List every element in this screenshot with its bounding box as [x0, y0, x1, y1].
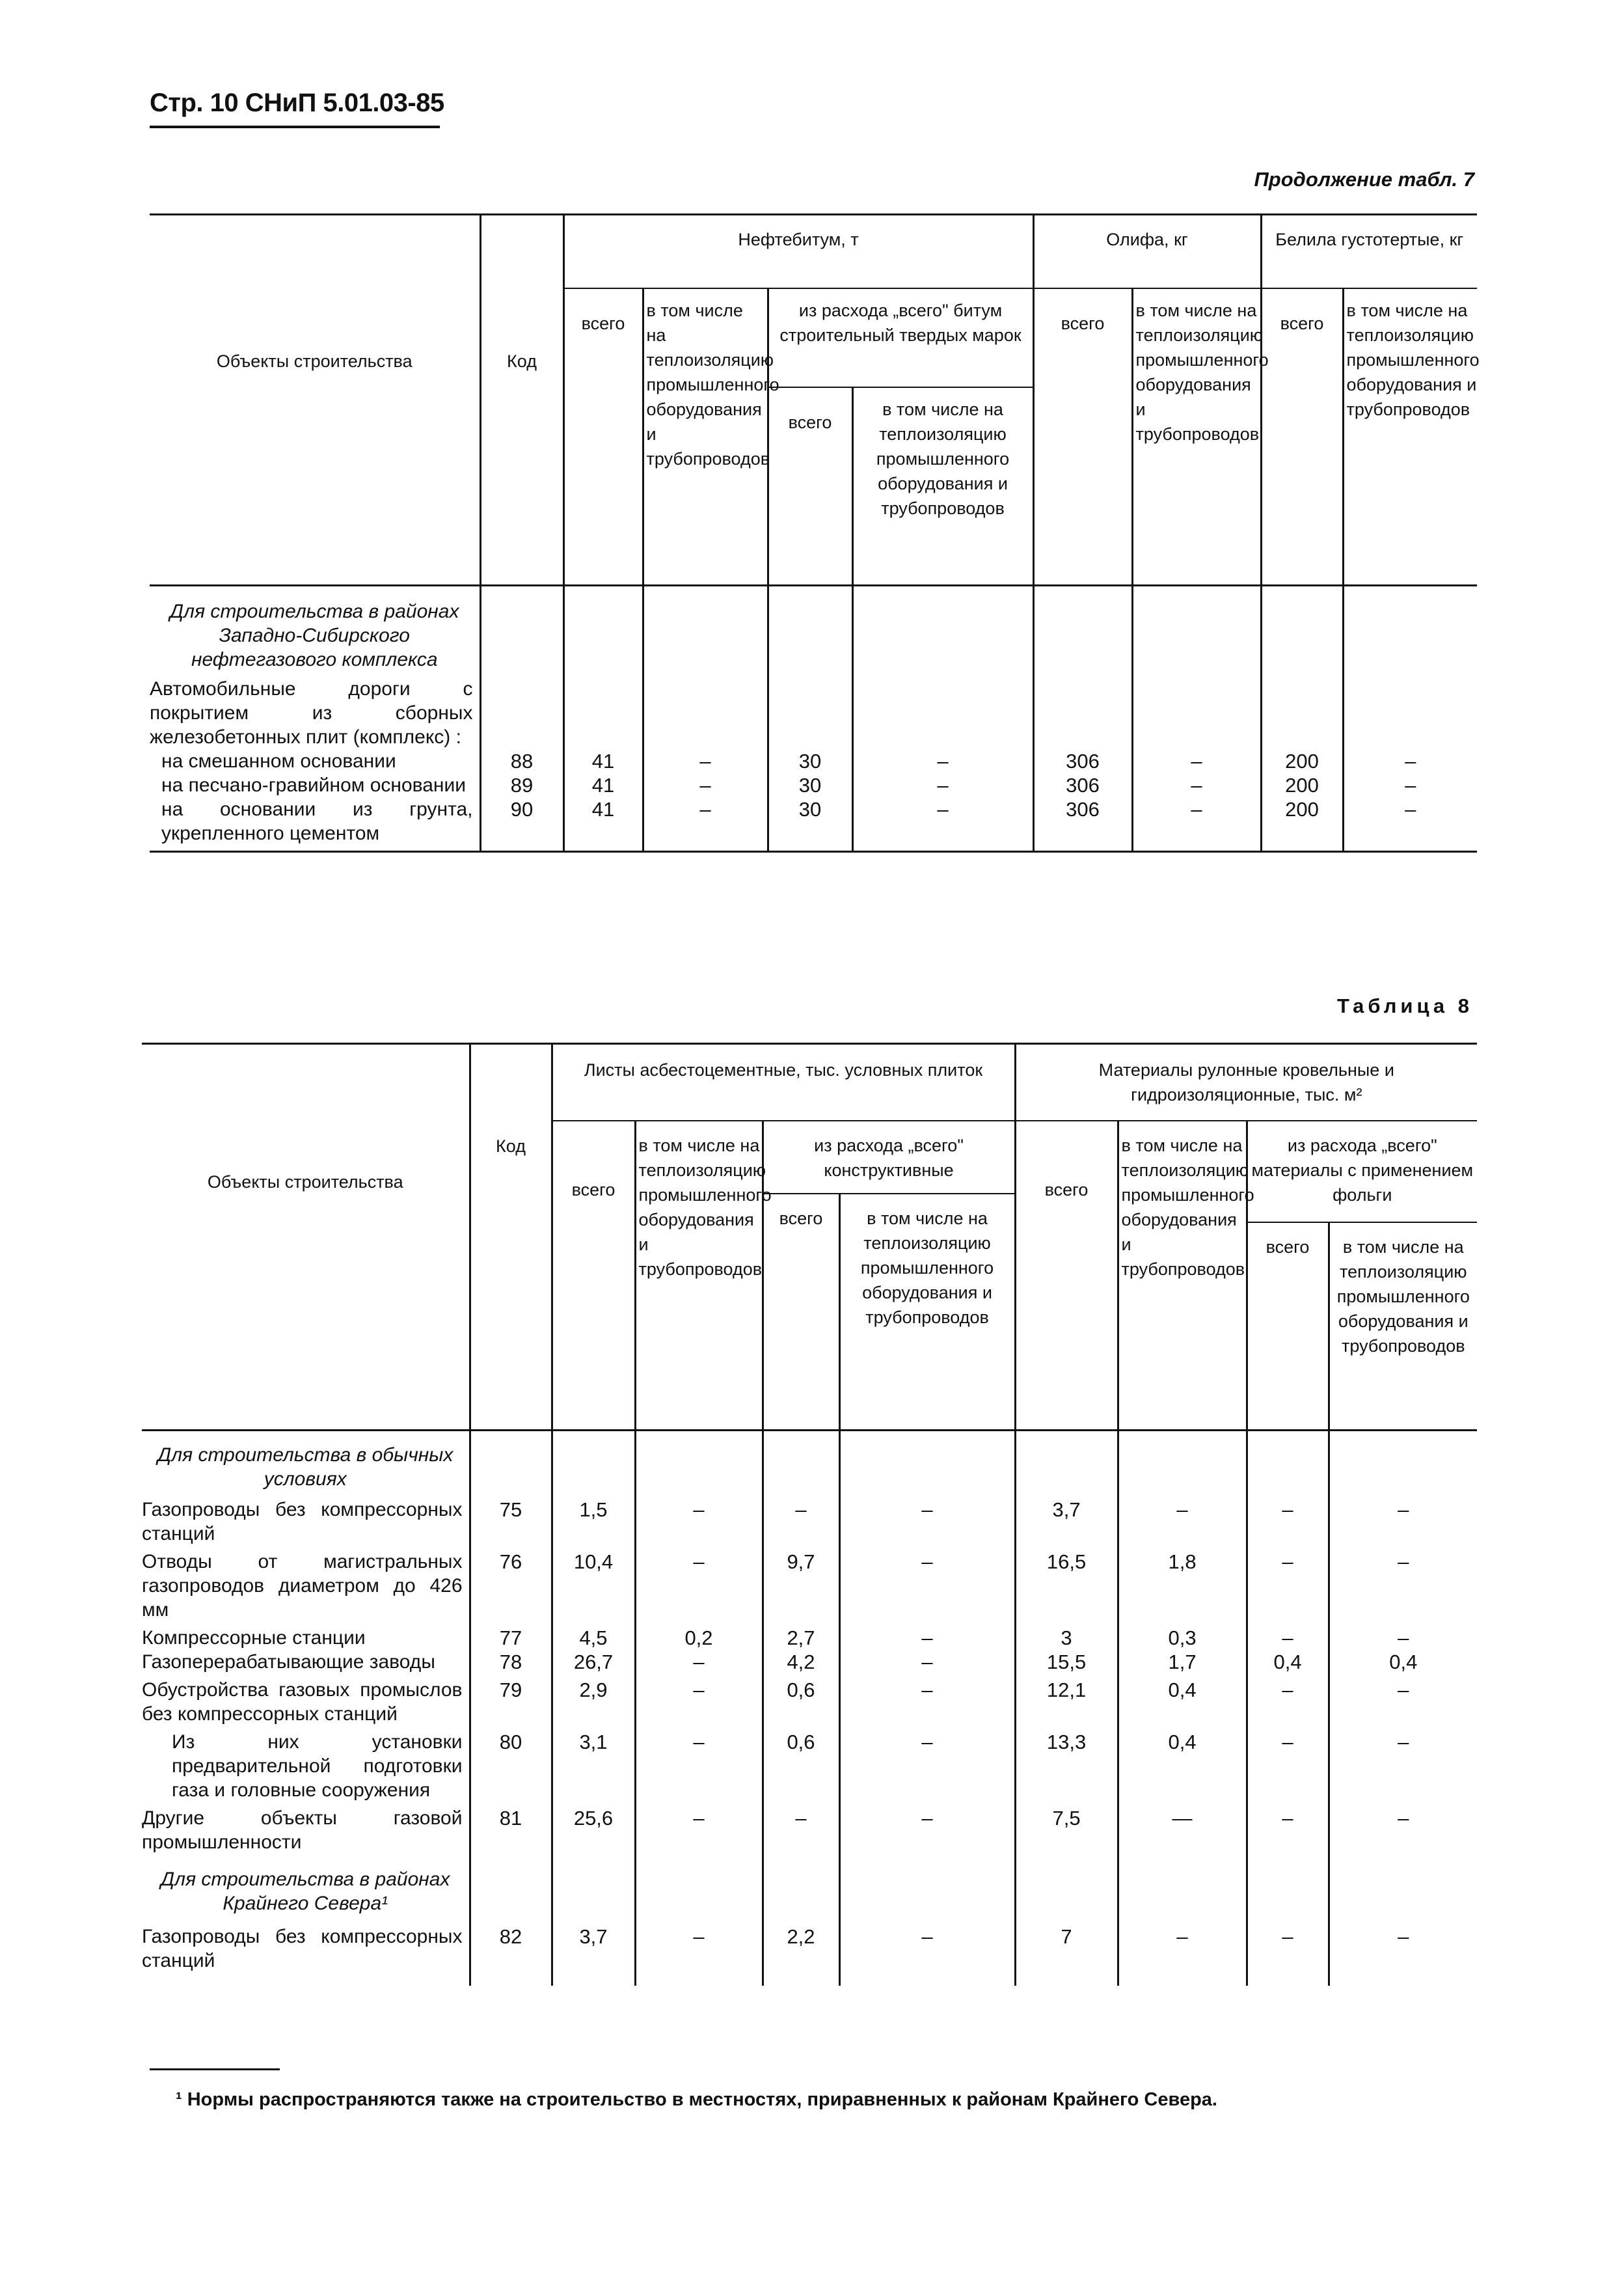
cell: – [763, 1498, 839, 1550]
running-head: Стр. 10 СНиП 5.01.03-85 [150, 89, 444, 117]
cell: 4,5 [552, 1626, 635, 1650]
header-total: всего [763, 1194, 839, 1431]
cell: – [635, 1550, 763, 1626]
header-group-roll-materials: Материалы рулонные кровельные и гидроизоляционные, тыс. м² [1015, 1044, 1477, 1121]
running-head-underline [150, 126, 440, 128]
cell: – [643, 797, 768, 852]
cell: 3,1 [552, 1730, 635, 1806]
table-row [142, 1678, 1477, 1730]
row-code: 82 [470, 1925, 552, 1986]
cell: 4,2 [763, 1650, 839, 1678]
cell: 41 [563, 797, 643, 852]
cell: 7 [1015, 1925, 1118, 1986]
header-total: всего [1015, 1121, 1118, 1431]
cell: – [763, 1806, 839, 1858]
cell: 306 [1033, 749, 1132, 773]
cell: – [839, 1550, 1015, 1626]
table-row [150, 749, 1477, 773]
cell: – [1329, 1925, 1477, 1986]
table-row [150, 773, 1477, 797]
table-row [142, 1550, 1477, 1626]
cell: 2,9 [552, 1678, 635, 1730]
cell: – [839, 1678, 1015, 1730]
row-code: 90 [480, 797, 563, 852]
cell: 16,5 [1015, 1550, 1118, 1626]
header-group-olifa: Олифа, кг [1033, 215, 1261, 288]
cell: – [635, 1498, 763, 1550]
row-code: 88 [480, 749, 563, 773]
cell: – [1247, 1498, 1329, 1550]
cell: 2,7 [763, 1626, 839, 1650]
row-name: Другие объекты газовой промышленности [142, 1807, 463, 1853]
table-7 [150, 213, 1480, 853]
cell: – [852, 797, 1033, 852]
row-code: 79 [470, 1678, 552, 1730]
cell: – [643, 749, 768, 773]
cell: — [1118, 1806, 1247, 1858]
row-code: 75 [470, 1498, 552, 1550]
table-row [142, 1925, 1477, 1986]
cell: – [1329, 1678, 1477, 1730]
row-name: на смешанном основании [161, 750, 396, 772]
cell: 30 [768, 773, 852, 797]
cell: 0,3 [1118, 1626, 1247, 1650]
table-row [142, 1730, 1477, 1806]
header-incl-insulation: в том числе на теплоизоляцию промышленного оборудования и трубопроводов [635, 1121, 763, 1431]
header-incl-insulation: в том числе на теплоизоляцию промышленного оборудования и трубопроводов [1329, 1222, 1477, 1431]
cell: – [1329, 1498, 1477, 1550]
header-objects: Объекты строительства [142, 1044, 470, 1431]
cell: – [1329, 1626, 1477, 1650]
row-name: на песчано-гравийном основании [161, 774, 467, 796]
section-heading: Для строительства в районах Западно-Сибирского нефтегазового комплекса [170, 601, 459, 670]
row-code: 89 [480, 773, 563, 797]
row-code: 78 [470, 1650, 552, 1678]
section-heading: Для строительства в районах Крайнего Севера¹ [161, 1869, 450, 1914]
cell: 1,8 [1118, 1550, 1247, 1626]
cell: 12,1 [1015, 1678, 1118, 1730]
cell: – [1118, 1925, 1247, 1986]
cell: 200 [1261, 773, 1343, 797]
cell: – [1247, 1806, 1329, 1858]
cell: 3,7 [1015, 1498, 1118, 1550]
cell: – [635, 1925, 763, 1986]
table-8 [142, 1043, 1477, 1986]
row-name: Отводы от магистральных газопроводов диаметром до 426 мм [142, 1551, 463, 1621]
cell: – [1343, 749, 1477, 773]
table-row [150, 797, 1477, 852]
cell: 0,6 [763, 1678, 839, 1730]
continuation-label: Продолжение табл. 7 [1254, 168, 1474, 191]
cell: 1,7 [1118, 1650, 1247, 1678]
row-name: на основании из грунта, укрепленного цементом [150, 797, 480, 852]
header-incl-insulation: в том числе на теплоизоляцию промышленного оборудования и трубопроводов [1343, 288, 1477, 586]
header-total: всего [768, 387, 852, 586]
cell: – [1343, 773, 1477, 797]
row-name: Газопроводы без компрессорных станций [142, 1926, 463, 1971]
row-name: Из них установки предварительной подготовки газа и головные сооружения [172, 1731, 463, 1801]
row-name: Газопроводы без компрессорных станций [142, 1499, 463, 1544]
cell: 9,7 [763, 1550, 839, 1626]
header-incl-insulation: в том числе на теплоизоляцию промышленного оборудования и трубопроводов [1132, 288, 1261, 586]
cell: 7,5 [1015, 1806, 1118, 1858]
cell: – [839, 1626, 1015, 1650]
table-row [142, 1498, 1477, 1550]
header-total: всего [552, 1121, 635, 1431]
header-incl-insulation: в том числе на теплоизоляцию промышленного оборудования и трубопроводов [852, 387, 1033, 586]
cell: – [839, 1806, 1015, 1858]
cell: 41 [563, 749, 643, 773]
cell: – [1247, 1925, 1329, 1986]
cell: 15,5 [1015, 1650, 1118, 1678]
cell: 13,3 [1015, 1730, 1118, 1806]
cell: 0,4 [1329, 1650, 1477, 1678]
header-total: всего [1033, 288, 1132, 586]
cell: – [635, 1650, 763, 1678]
cell: – [635, 1730, 763, 1806]
header-objects: Объекты строительства [150, 215, 480, 586]
row-code: 81 [470, 1806, 552, 1858]
header-group-belila: Белила густотертые, кг [1261, 215, 1477, 288]
cell: 25,6 [552, 1806, 635, 1858]
row-code: 77 [470, 1626, 552, 1650]
header-code: Код [470, 1044, 552, 1431]
header-incl-insulation: в том числе на теплоизоляцию промышленного оборудования и трубопроводов [1118, 1121, 1247, 1431]
cell: 200 [1261, 797, 1343, 852]
cell: 3 [1015, 1626, 1118, 1650]
cell: – [1247, 1678, 1329, 1730]
header-group-asbestos: Листы асбестоцементные, тыс. условных плиток [552, 1044, 1015, 1121]
table-row [142, 1806, 1477, 1858]
cell: – [1329, 1806, 1477, 1858]
cell: 0,2 [635, 1626, 763, 1650]
cell: – [1247, 1626, 1329, 1650]
header-from-total-constructive: из расхода „всего" конструктивные [763, 1121, 1015, 1194]
cell: – [643, 773, 768, 797]
footnote: ¹ Нормы распространяются также на строительство в местностях, приравненных к районам Крайнего Севера. [176, 2089, 1217, 2110]
cell: 200 [1261, 749, 1343, 773]
cell: 30 [768, 749, 852, 773]
cell: – [635, 1806, 763, 1858]
cell: – [839, 1925, 1015, 1986]
cell: – [1132, 749, 1261, 773]
cell: – [1132, 773, 1261, 797]
cell: 10,4 [552, 1550, 635, 1626]
cell: – [635, 1678, 763, 1730]
cell: – [1118, 1498, 1247, 1550]
header-total: всего [1261, 288, 1343, 586]
cell: – [1329, 1730, 1477, 1806]
header-incl-insulation: в том числе на теплоизоляцию промышленного оборудования и трубопроводов [643, 288, 768, 586]
cell: – [1247, 1550, 1329, 1626]
group-title: Автомобильные дороги с покрытием из сборных железобетонных плит (комплекс) : [150, 678, 473, 748]
cell: 1,5 [552, 1498, 635, 1550]
header-from-total: из расхода „всего" битум строительный твердых марок [768, 288, 1033, 387]
cell: – [1247, 1730, 1329, 1806]
row-code: 76 [470, 1550, 552, 1626]
cell: – [1329, 1550, 1477, 1626]
cell: 306 [1033, 773, 1132, 797]
row-name: Газоперерабатывающие заводы [142, 1651, 435, 1673]
table-row [142, 1626, 1477, 1650]
cell: 0,6 [763, 1730, 839, 1806]
header-code: Код [480, 215, 563, 586]
row-name: Компрессорные станции [142, 1627, 366, 1649]
header-total: всего [1247, 1222, 1329, 1431]
cell: 306 [1033, 797, 1132, 852]
cell: – [839, 1498, 1015, 1550]
cell: 2,2 [763, 1925, 839, 1986]
cell: 30 [768, 797, 852, 852]
header-total: всего [563, 288, 643, 586]
table-8-title: Таблица 8 [1336, 994, 1473, 1017]
cell: 3,7 [552, 1925, 635, 1986]
row-code: 80 [470, 1730, 552, 1806]
cell: 0,4 [1247, 1650, 1329, 1678]
cell: 41 [563, 773, 643, 797]
row-name: Обустройства газовых промыслов без компрессорных станций [142, 1679, 463, 1725]
footnote-rule [150, 2068, 280, 2070]
cell: – [839, 1730, 1015, 1806]
header-incl-insulation: в том числе на теплоизоляцию промышленного оборудования и трубопроводов [839, 1194, 1015, 1431]
header-group-nefetebitum: Нефтебитум, т [563, 215, 1033, 288]
cell: – [1132, 797, 1261, 852]
header-from-total-foil: из расхода „всего" материалы с применением фольги [1247, 1121, 1477, 1222]
table-row [142, 1650, 1477, 1678]
cell: – [852, 749, 1033, 773]
cell: 26,7 [552, 1650, 635, 1678]
cell: 0,4 [1118, 1678, 1247, 1730]
section-heading: Для строительства в обычных условиях [157, 1444, 453, 1490]
cell: 0,4 [1118, 1730, 1247, 1806]
cell: – [1343, 797, 1477, 852]
cell: – [852, 773, 1033, 797]
cell: – [839, 1650, 1015, 1678]
